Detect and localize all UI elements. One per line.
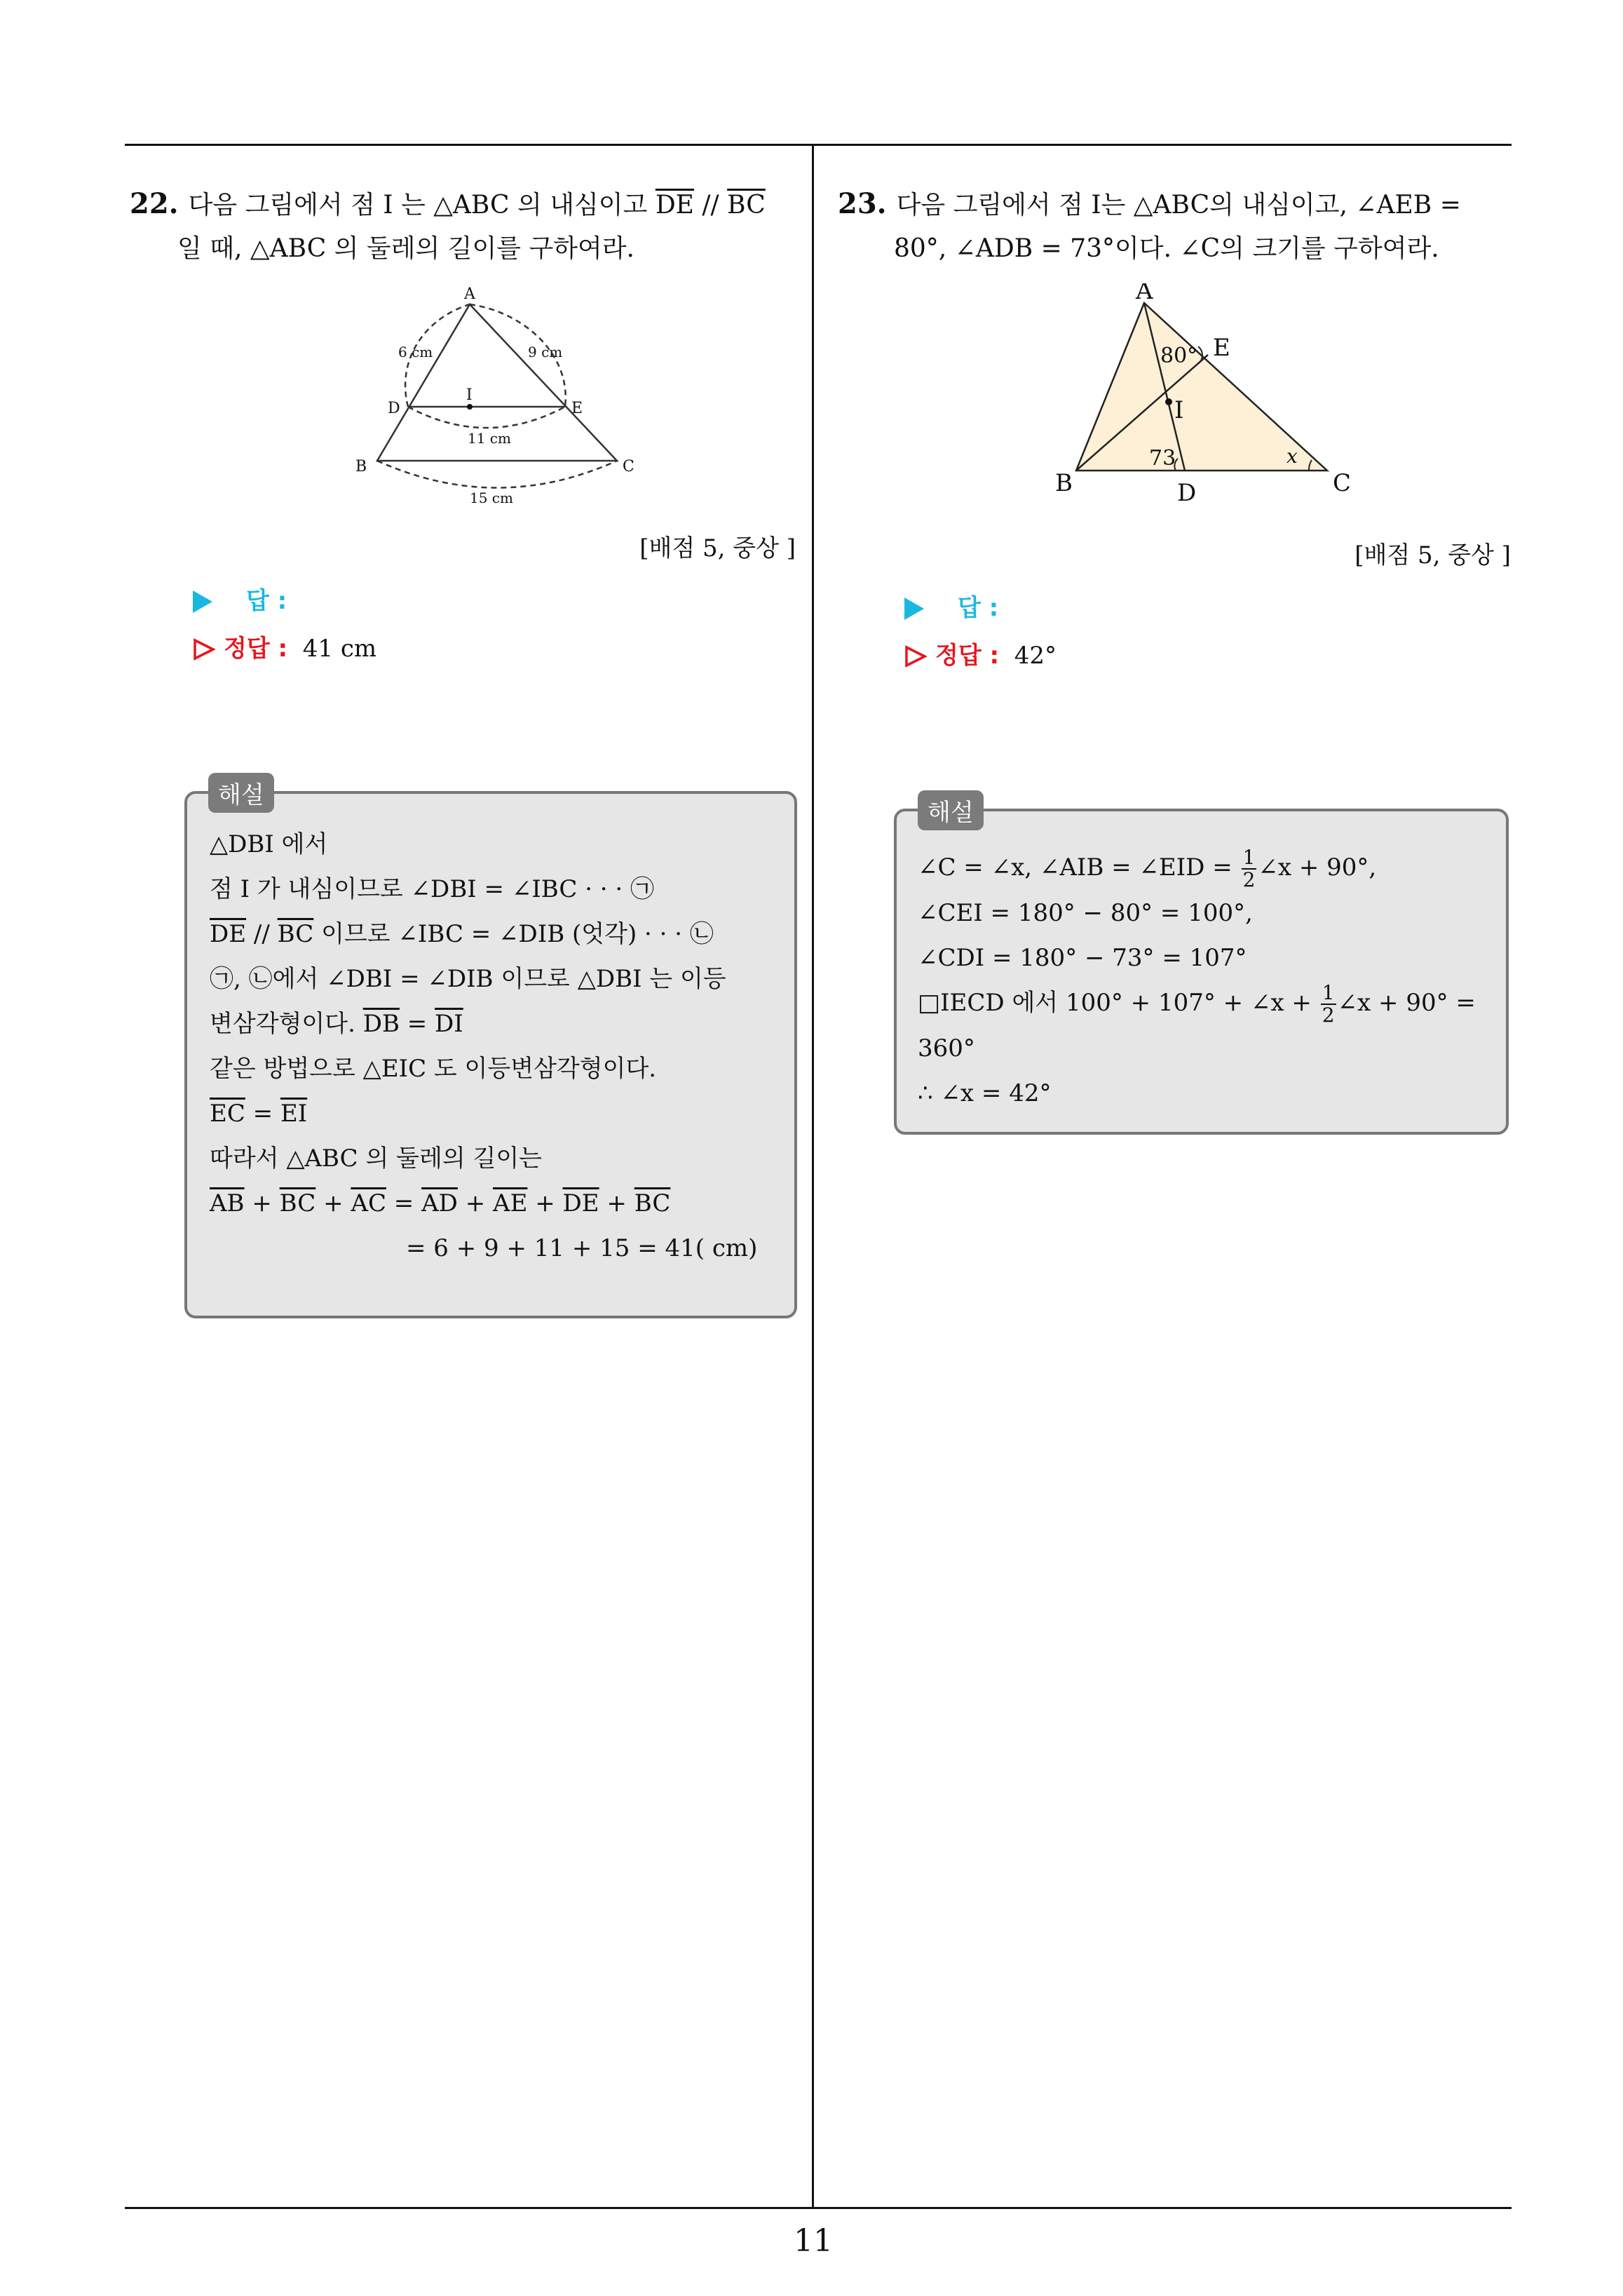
q22-figure bbox=[130, 283, 796, 515]
q22-answer-row bbox=[130, 577, 796, 625]
q22-label-b: B bbox=[355, 458, 367, 475]
q22-label-e: E bbox=[571, 400, 583, 417]
q23-correct-label: 정답 : bbox=[935, 642, 1000, 670]
q23-angle-aeb: 80° bbox=[1160, 344, 1198, 368]
q22-solution-tag: 해설 bbox=[208, 773, 274, 813]
q23-correct-value: 42° bbox=[1014, 642, 1057, 670]
bottom-rule bbox=[125, 2207, 1512, 2209]
q22-label-d: D bbox=[388, 400, 400, 417]
q22-line2: 일 때, △ABC 의 둘레의 길이를 구하여라. bbox=[177, 234, 634, 263]
q23-correct-row bbox=[838, 632, 1511, 680]
play-outline-icon bbox=[904, 645, 927, 668]
q22-length-ae: 9 cm bbox=[528, 344, 563, 360]
q23-answer-row bbox=[838, 584, 1511, 632]
q23-label-c: C bbox=[1333, 469, 1352, 497]
q22-label-i: I bbox=[466, 386, 473, 404]
page-number: 11 bbox=[794, 2223, 833, 2259]
q23-label-a: A bbox=[1136, 283, 1153, 305]
q22-triangle-diagram bbox=[130, 283, 796, 515]
play-icon bbox=[904, 597, 924, 620]
q23-angle-adb: 73 bbox=[1149, 446, 1176, 471]
q22-correct-label: 정답 : bbox=[224, 635, 288, 663]
q23-triangle-diagram bbox=[838, 283, 1511, 522]
q23-solution-box: 해설 ∠C = ∠x, ∠AIB = ∠EID = $\frac{1}{2}$ ∠x + 90°, ∠CEI = 180° − 80° = 100°, ∠CDI = 180° − 73° = 107° □IECD 에서 100° + 107° + ∠x + $\frac{1}{2}$ ∠x + 90° = 360° ∴ ∠x = 42° bbox=[894, 809, 1509, 1135]
q23-line2: 80°, ∠ADB = 73°이다. ∠C의 크기를 구하여라. bbox=[894, 234, 1439, 263]
question-23 bbox=[838, 182, 1511, 1107]
q22-line1: 22. 다음 그림에서 점 I 는 △ABC 의 내심이고 $\overline{DE} // \overline{BC}$ bbox=[130, 187, 766, 220]
q22-correct-row bbox=[130, 625, 796, 673]
q22-answer-label: 답 : bbox=[246, 587, 287, 615]
q22-label-a: A bbox=[464, 285, 475, 303]
q22-length-bc: 15 cm bbox=[470, 489, 513, 506]
q23-answer-label: 답 : bbox=[958, 594, 999, 622]
q22-label-c: C bbox=[623, 458, 634, 475]
q23-figure bbox=[838, 283, 1511, 522]
q22-solution-box: 해설 △DBI 에서 점 I 가 내심이므로 ∠DBI = ∠IBC · · · ㉠ $\overline{DE} // \overline{BC}$ 이므로 ∠IBC = ∠DIB (엇각) · · · ㉡ ㉠, ㉡에서 ∠DBI = ∠DIB 이므로 △DBI 는 이등 변삼각형이다. $\overline{DB} = \overline{DI}$ 같은 방법으로 △EIC 도 이등변삼각형이다. $\overline{EC} = \overline{EI}$ 따라서 △ABC 의 둘레의 길이는 $\overline{AB} + \overline{BC} + \overline{AC} = \overline{AD} + \overline{AE} + \overline{DE} + \overline{BC}$ = 6 + 9 + 11 + 15 = 41( cm) bbox=[184, 791, 797, 1318]
q22-length-ad: 6 cm bbox=[398, 344, 433, 360]
q23-label-d: D bbox=[1177, 479, 1197, 507]
q23-line1: 23. 다음 그림에서 점 I는 △ABC의 내심이고, ∠AEB = bbox=[838, 187, 1461, 220]
play-icon bbox=[193, 590, 212, 613]
q23-angle-c: x bbox=[1286, 445, 1298, 468]
q23-number: 23. bbox=[838, 187, 887, 220]
q22-length-de: 11 cm bbox=[468, 430, 511, 447]
q23-label-i: I bbox=[1174, 396, 1184, 424]
question-22 bbox=[130, 182, 796, 1262]
q22-score: [배점 5, 중상 ] bbox=[639, 534, 796, 562]
q23-label-e: E bbox=[1213, 334, 1230, 362]
q22-number: 22. bbox=[130, 187, 179, 220]
q23-label-b: B bbox=[1055, 469, 1073, 497]
column-divider bbox=[812, 144, 814, 2209]
q23-solution-tag: 해설 bbox=[918, 790, 984, 830]
top-rule bbox=[125, 144, 1512, 146]
q22-correct-value: 41 cm bbox=[302, 635, 377, 663]
q23-score: [배점 5, 중상 ] bbox=[1354, 541, 1511, 569]
play-outline-icon bbox=[193, 638, 215, 661]
